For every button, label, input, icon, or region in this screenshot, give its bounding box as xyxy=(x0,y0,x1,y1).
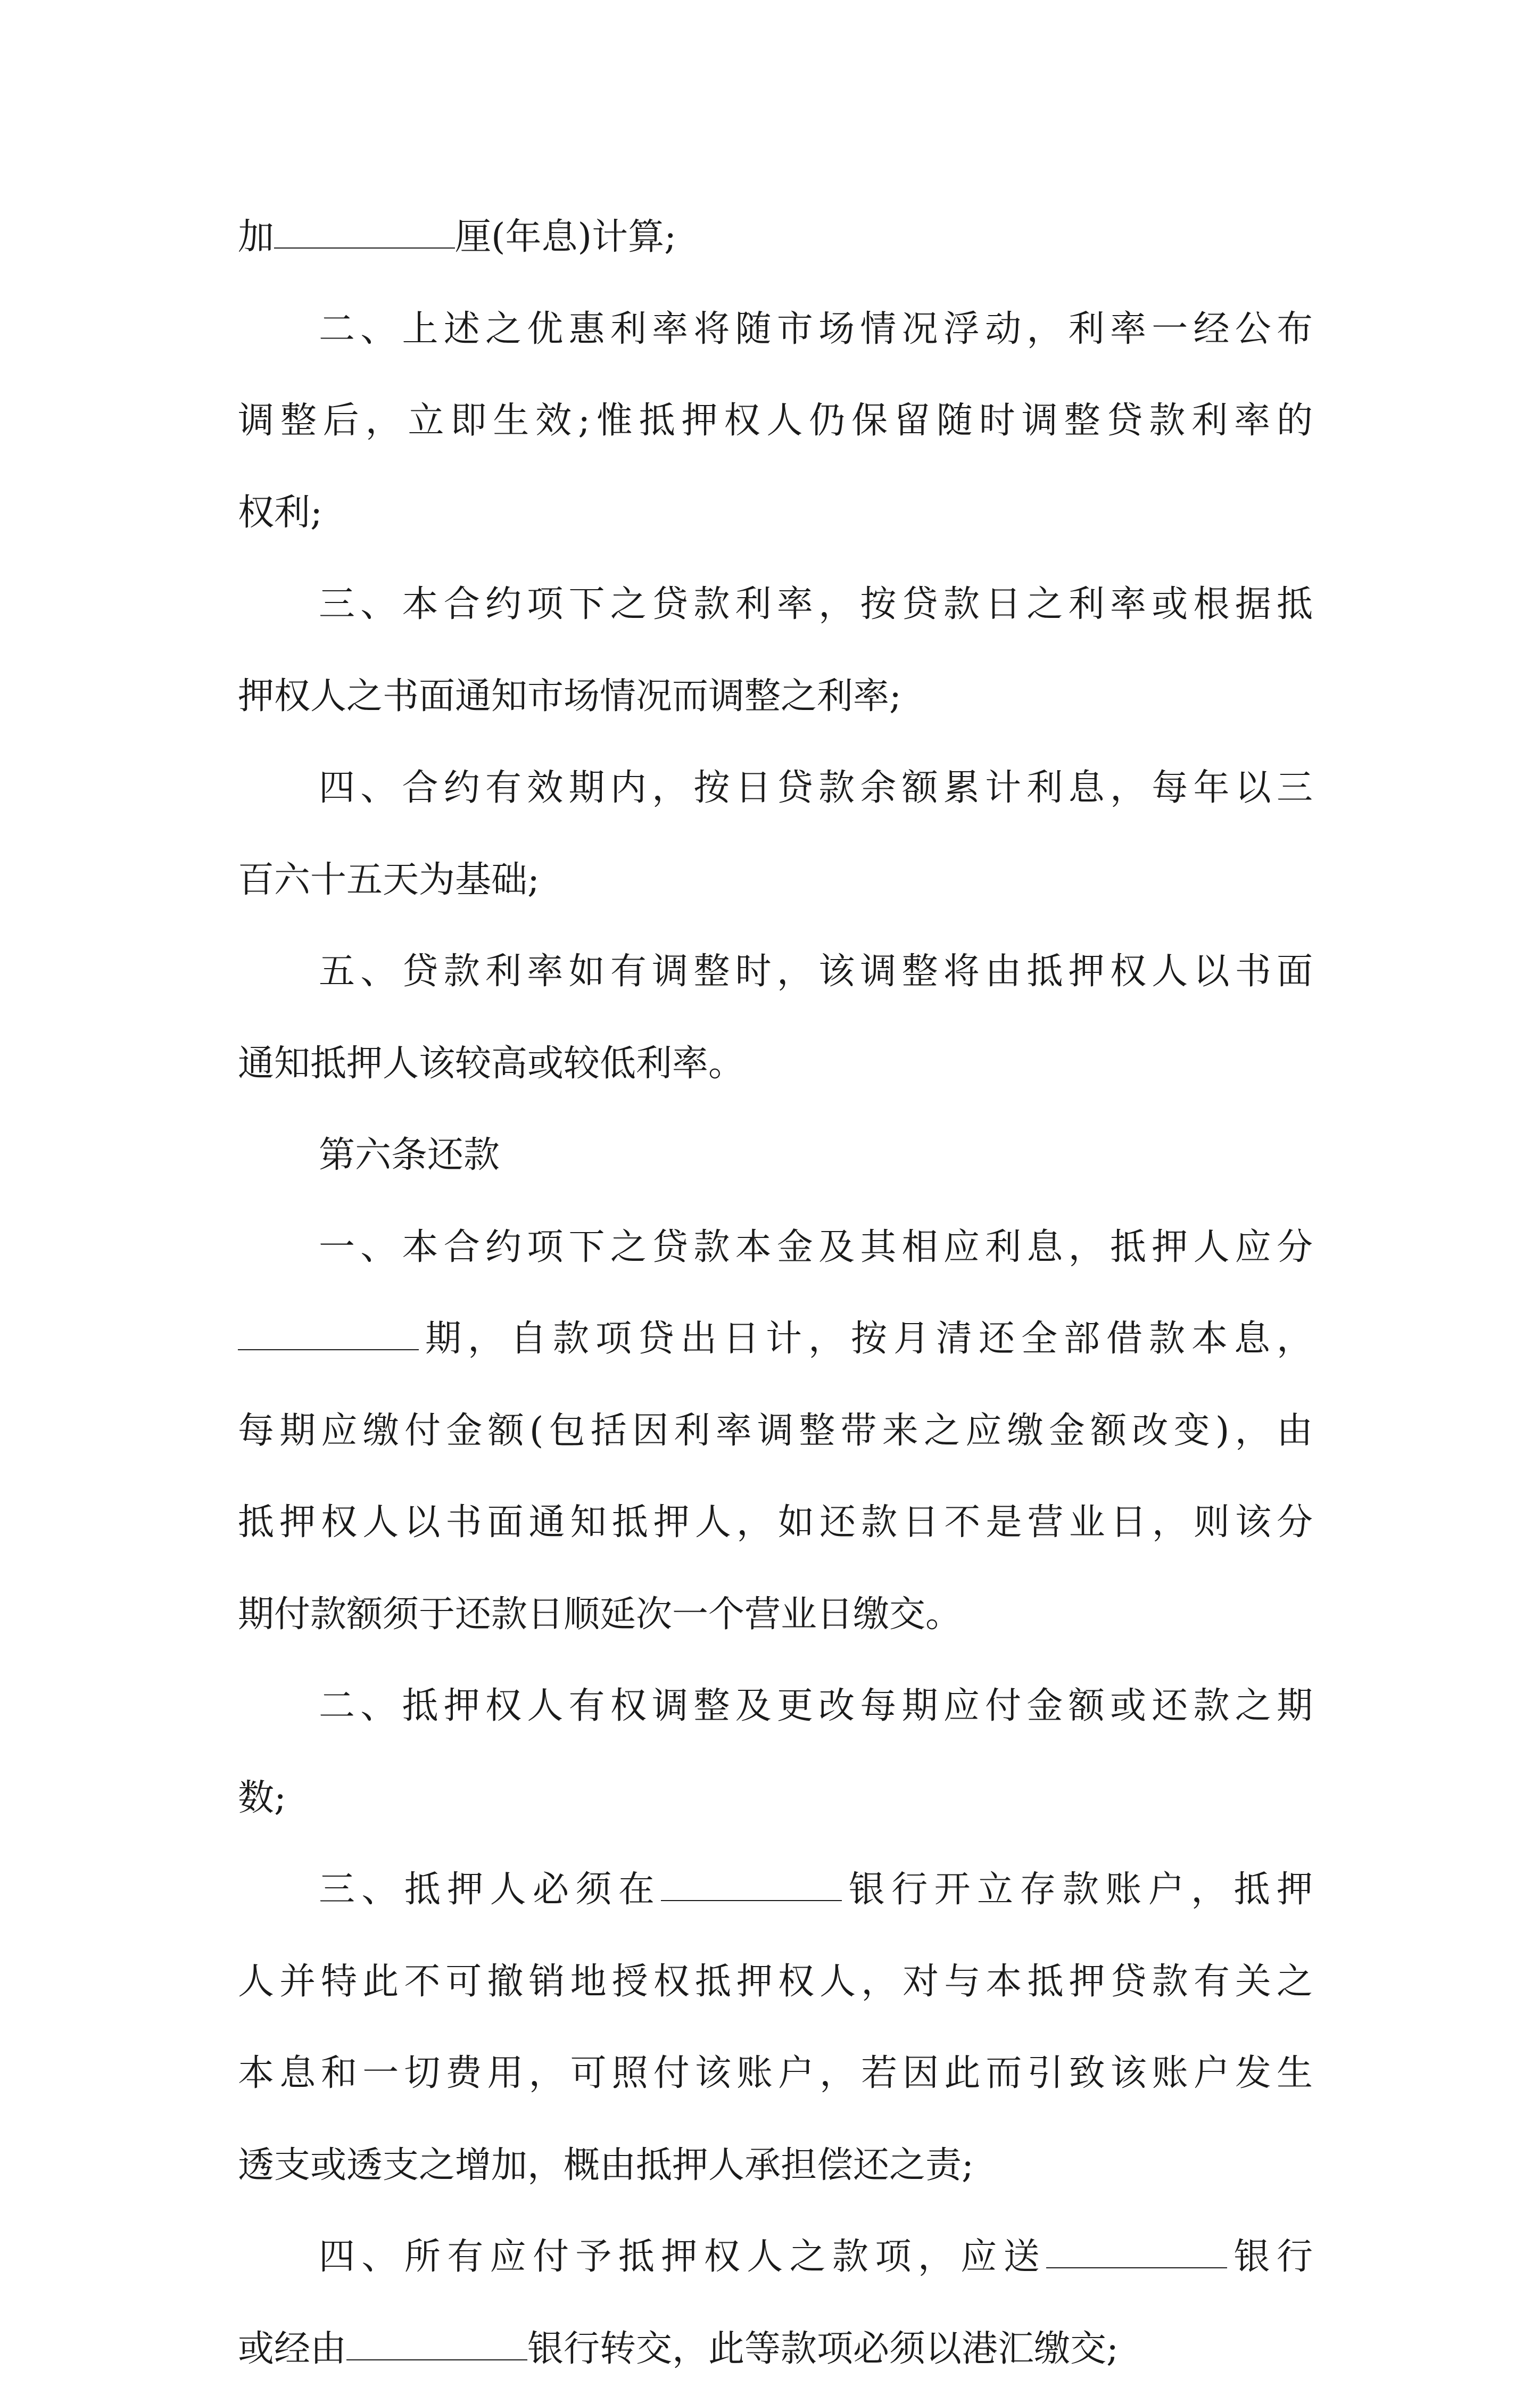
text-line xyxy=(238,1936,1313,2028)
text-segment: 抵押权人以书面通知抵押人，如还款日不是营业日，则该分 xyxy=(238,1501,1313,1543)
text-line xyxy=(238,1385,1313,1477)
text-segment: 第六条还款 xyxy=(319,1134,500,1176)
text-line xyxy=(238,1293,1313,1385)
text-segment: 期付款额须于还款日顺延次一个营业日缴交。 xyxy=(238,1593,962,1636)
fill-in-blank xyxy=(238,1349,419,1350)
text-line xyxy=(238,1110,1313,1202)
fill-in-blank xyxy=(661,1900,842,1901)
text-line xyxy=(238,467,1313,559)
text-line xyxy=(238,1661,1313,1753)
text-segment: 银行开立存款账户，抵押 xyxy=(842,1869,1313,1911)
text-segment: 三、本合约项下之贷款利率，按贷款日之利率或根据抵 xyxy=(319,583,1313,625)
text-line xyxy=(238,559,1313,651)
text-line xyxy=(238,284,1313,376)
text-segment: 每期应缴付金额(包括因利率调整带来之应缴金额改变)，由 xyxy=(238,1410,1313,1452)
text-line xyxy=(238,1569,1313,1661)
fill-in-blank xyxy=(274,247,455,249)
text-segment: 四、合约有效期内，按日贷款余额累计利息，每年以三 xyxy=(319,767,1313,809)
fill-in-blank xyxy=(346,2359,527,2360)
text-line xyxy=(238,2211,1313,2303)
text-segment: 调整后，立即生效;惟抵押权人仍保留随时调整贷款利率的 xyxy=(238,400,1313,442)
text-segment: 三、抵押人必须在 xyxy=(319,1869,661,1911)
text-line xyxy=(238,1753,1313,1845)
text-line xyxy=(238,1202,1313,1294)
text-segment: 百六十五天为基础; xyxy=(238,859,540,901)
text-segment: 权利; xyxy=(238,492,322,534)
text-segment: 人并特此不可撤销地授权抵押权人，对与本抵押贷款有关之 xyxy=(238,1961,1313,2003)
fill-in-blank xyxy=(1046,2267,1227,2268)
text-line xyxy=(238,1018,1313,1110)
text-segment: 加 xyxy=(238,216,274,258)
text-line xyxy=(238,192,1313,284)
text-segment: 或经由 xyxy=(238,2328,346,2370)
text-line xyxy=(238,2028,1313,2120)
document-body xyxy=(238,192,1313,2395)
text-line xyxy=(238,651,1313,743)
text-segment: 透支或透支之增加，概由抵押人承担偿还之责; xyxy=(238,2144,974,2186)
text-segment: 银行转交，此等款项必须以港汇缴交; xyxy=(527,2328,1119,2370)
text-line xyxy=(238,1477,1313,1569)
text-line xyxy=(238,2303,1313,2395)
text-segment: 本息和一切费用，可照付该账户，若因此而引致该账户发生 xyxy=(238,2052,1313,2094)
text-segment: 四、所有应付予抵押权人之款项，应送 xyxy=(319,2236,1046,2278)
text-line xyxy=(238,926,1313,1018)
text-line xyxy=(238,742,1313,835)
text-segment: 数; xyxy=(238,1777,286,1819)
text-segment: 二、上述之优惠利率将随市场情况浮动，利率一经公布 xyxy=(319,308,1313,350)
text-line xyxy=(238,1844,1313,1936)
text-segment: 银行 xyxy=(1227,2236,1313,2278)
text-segment: 期，自款项贷出日计，按月清还全部借款本息， xyxy=(419,1318,1313,1360)
text-segment: 五、贷款利率如有调整时，该调整将由抵押权人以书面 xyxy=(319,951,1313,993)
text-segment: 二、抵押权人有权调整及更改每期应付金额或还款之期 xyxy=(319,1685,1313,1727)
text-line xyxy=(238,375,1313,467)
text-line xyxy=(238,835,1313,927)
text-line xyxy=(238,2120,1313,2212)
text-segment: 一、本合约项下之贷款本金及其相应利息，抵押人应分 xyxy=(319,1226,1313,1268)
text-segment: 通知抵押人该较高或较低利率。 xyxy=(238,1043,744,1085)
text-segment: 押权人之书面通知市场情况而调整之利率; xyxy=(238,675,901,717)
text-segment: 厘(年息)计算; xyxy=(455,216,676,258)
